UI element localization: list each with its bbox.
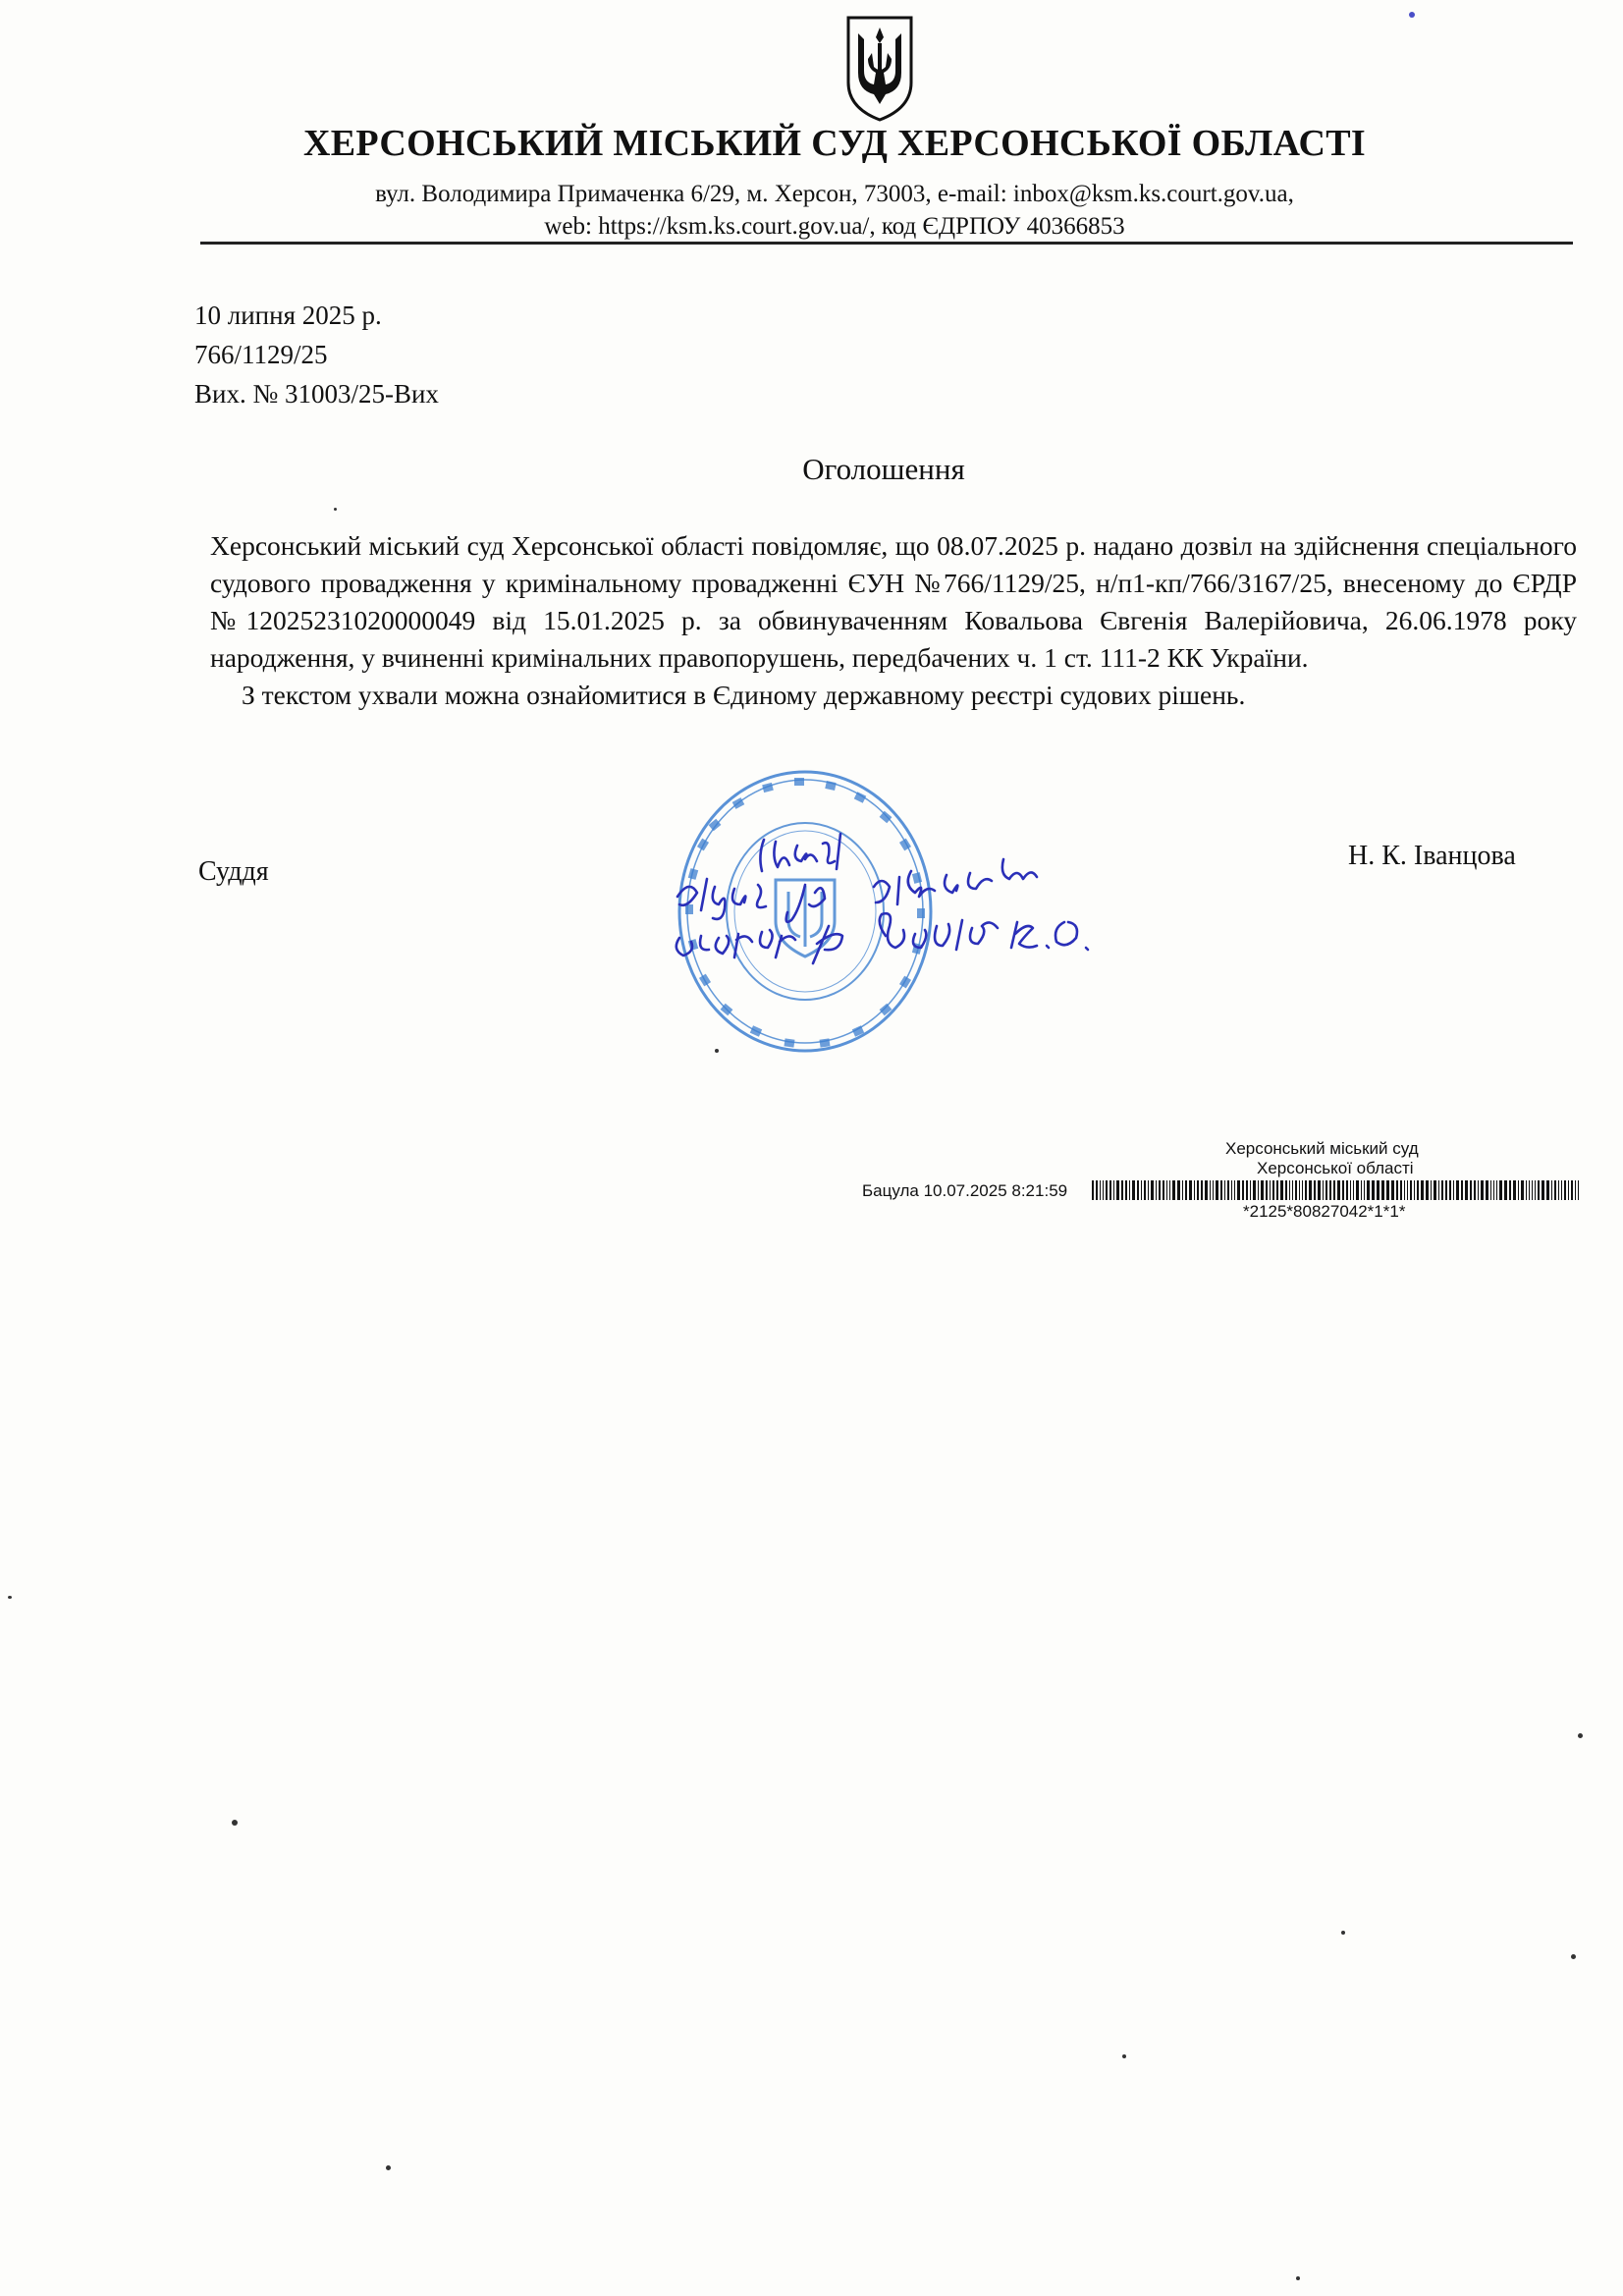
barcode-bar — [1481, 1180, 1484, 1200]
barcode-bar — [1227, 1180, 1229, 1200]
barcode-bar — [1096, 1180, 1098, 1200]
scan-speck — [334, 508, 337, 511]
barcode-bar — [1367, 1180, 1370, 1200]
barcode-bar — [1156, 1180, 1157, 1200]
barcode-bar — [1141, 1180, 1142, 1200]
court-address-line: вул. Володимира Примаченка 6/29, м. Херсон, 73003, e-mail: inbox@ksm.ks.court.gov.ua, — [375, 181, 1294, 207]
barcode-bar — [1261, 1180, 1264, 1200]
barcode-bar — [1400, 1180, 1402, 1200]
barcode-bar — [1490, 1180, 1491, 1200]
barcode-bar — [1417, 1180, 1419, 1200]
barcode-bar — [1453, 1180, 1454, 1200]
registration-code: *2125*80827042*1*1* — [1243, 1202, 1406, 1221]
barcode-bar — [1314, 1180, 1316, 1200]
barcode-bar — [1258, 1180, 1259, 1200]
barcode-bar — [1486, 1180, 1488, 1200]
barcode-bar — [1551, 1180, 1552, 1200]
handwritten-certification — [668, 820, 1149, 987]
barcode-bar — [1201, 1180, 1203, 1200]
barcode-bar — [1474, 1180, 1476, 1200]
barcode-bar — [1092, 1180, 1094, 1200]
barcode-bar — [1113, 1180, 1114, 1200]
barcode-bar — [1578, 1180, 1579, 1200]
barcode-bar — [1237, 1180, 1240, 1200]
barcode-bar — [1333, 1180, 1335, 1200]
barcode-bar — [1504, 1180, 1507, 1200]
barcode-bar — [1564, 1180, 1566, 1200]
barcode-bar — [1372, 1180, 1375, 1200]
barcode-bar — [1571, 1180, 1573, 1200]
barcode-bar — [1546, 1180, 1549, 1200]
barcode-bar — [1493, 1180, 1494, 1200]
barcode-bar — [1364, 1180, 1365, 1200]
barcode-bar — [1309, 1180, 1312, 1200]
barcode-bar — [1276, 1180, 1278, 1200]
barcode-bar — [1521, 1180, 1524, 1200]
barcode-bar — [1106, 1180, 1108, 1200]
barcode-bar — [1210, 1180, 1211, 1200]
barcode-bar — [1445, 1180, 1447, 1200]
barcode-bar — [1242, 1180, 1244, 1200]
barcode-bar — [1465, 1180, 1468, 1200]
barcode-bar — [1325, 1180, 1327, 1200]
barcode-bar — [1151, 1180, 1154, 1200]
barcode-bar — [1292, 1180, 1293, 1200]
scan-speck — [1341, 1931, 1345, 1935]
barcode-bar — [1346, 1180, 1348, 1200]
scan-speck — [1122, 2054, 1126, 2058]
barcode-bar — [1496, 1180, 1497, 1200]
barcode-bar — [1529, 1180, 1530, 1200]
barcode-bar — [1166, 1180, 1167, 1200]
scan-speck — [1571, 1954, 1576, 1959]
barcode-bar — [1558, 1180, 1559, 1200]
court-web-line: web: https://ksm.ks.court.gov.ua/, код ЄДРПОУ 40366853 — [544, 213, 1125, 240]
barcode-bar — [1234, 1180, 1235, 1200]
barcode-bar — [1377, 1180, 1380, 1200]
barcode-bar — [1270, 1180, 1271, 1200]
barcode-bar — [1169, 1180, 1170, 1200]
barcode-bar — [1449, 1180, 1451, 1200]
barcode-bar — [1426, 1180, 1429, 1200]
scan-speck — [386, 2165, 391, 2170]
barcode-bar — [1561, 1180, 1562, 1200]
scan-speck — [232, 1820, 238, 1826]
judge-name: Н. К. Іванцова — [1348, 841, 1516, 871]
barcode-bar — [1414, 1180, 1415, 1200]
barcode-bar — [1289, 1180, 1290, 1200]
barcode-bar — [1109, 1180, 1111, 1200]
barcode-bar — [1185, 1180, 1187, 1200]
barcode-bar — [1213, 1180, 1214, 1200]
barcode-bar — [1478, 1180, 1479, 1200]
barcode-bar — [1144, 1180, 1146, 1200]
barcode-bar — [1121, 1180, 1123, 1200]
scan-speck — [715, 1049, 719, 1053]
barcode-bar — [1250, 1180, 1251, 1200]
registration-barcode — [1092, 1180, 1583, 1200]
barcode-bar — [1172, 1180, 1175, 1200]
document-heading: Оголошення — [802, 452, 965, 486]
barcode-bar — [1159, 1180, 1161, 1200]
barcode-bar — [1356, 1180, 1359, 1200]
barcode-bar — [1407, 1180, 1408, 1200]
barcode-bar — [1129, 1180, 1130, 1200]
barcode-bar — [1329, 1180, 1331, 1200]
barcode-bar — [1323, 1180, 1324, 1200]
barcode-bar — [1568, 1180, 1569, 1200]
barcode-bar — [1342, 1180, 1344, 1200]
scan-speck — [1578, 1733, 1583, 1738]
barcode-bar — [1197, 1180, 1199, 1200]
barcode-bar — [1499, 1180, 1502, 1200]
barcode-bar — [1280, 1180, 1283, 1200]
barcode-bar — [1318, 1180, 1321, 1200]
document-date: 10 липня 2025 р. — [194, 301, 382, 330]
barcode-bar — [1116, 1180, 1119, 1200]
judge-label: Суддя — [198, 856, 269, 887]
barcode-bar — [1509, 1180, 1511, 1200]
case-number: 766/1129/25 — [194, 340, 328, 369]
barcode-bar — [1470, 1180, 1472, 1200]
barcode-bar — [1194, 1180, 1195, 1200]
barcode-bar — [1132, 1180, 1135, 1200]
barcode-bar — [1182, 1180, 1183, 1200]
barcode-bar — [1386, 1180, 1389, 1200]
barcode-bar — [1148, 1180, 1149, 1200]
barcode-bar — [1305, 1180, 1307, 1200]
barcode-bar — [1353, 1180, 1354, 1200]
trident-emblem-icon — [842, 14, 917, 124]
barcode-bar — [1575, 1180, 1576, 1200]
outgoing-number: Вих. № 31003/25-Вих — [194, 379, 439, 409]
barcode-bar — [1542, 1180, 1544, 1200]
announcement-body — [210, 527, 1577, 714]
barcode-bar — [1350, 1180, 1351, 1200]
registration-user-timestamp: Бацула 10.07.2025 8:21:59 — [862, 1181, 1068, 1200]
barcode-bar — [1532, 1180, 1533, 1200]
barcode-bar — [1396, 1180, 1398, 1200]
barcode-bar — [1421, 1180, 1424, 1200]
registration-court-line: Херсонський міський суд — [1225, 1139, 1419, 1158]
header-divider — [200, 242, 1573, 245]
barcode-bar — [1125, 1180, 1127, 1200]
barcode-bar — [1205, 1180, 1208, 1200]
barcode-bar — [1266, 1180, 1268, 1200]
registration-region-line: Херсонської області — [1257, 1159, 1414, 1177]
scan-speck — [8, 1596, 12, 1599]
barcode-bar — [1391, 1180, 1394, 1200]
barcode-bar — [1404, 1180, 1405, 1200]
barcode-bar — [1381, 1180, 1384, 1200]
announcement-note: З текстом ухвали можна ознайомитися в Єдиному державному реєстрі судових рішень. — [242, 680, 1246, 710]
barcode-bar — [1518, 1180, 1519, 1200]
barcode-bar — [1526, 1180, 1527, 1200]
barcode-bar — [1538, 1180, 1540, 1200]
court-title: ХЕРСОНСЬКИЙ МІСЬКИЙ СУД ХЕРСОНСЬКОЇ ОБЛАСТІ — [303, 123, 1366, 164]
barcode-bar — [1163, 1180, 1164, 1200]
barcode-bar — [1224, 1180, 1225, 1200]
barcode-bar — [1220, 1180, 1222, 1200]
barcode-bar — [1189, 1180, 1192, 1200]
barcode-bar — [1295, 1180, 1297, 1200]
barcode-bar — [1431, 1180, 1432, 1200]
barcode-bar — [1299, 1180, 1300, 1200]
barcode-bar — [1337, 1180, 1340, 1200]
barcode-bar — [1535, 1180, 1536, 1200]
barcode-bar — [1100, 1180, 1101, 1200]
scan-speck — [1409, 12, 1415, 18]
scan-speck — [1296, 2276, 1300, 2280]
barcode-bar — [1285, 1180, 1287, 1200]
barcode-bar — [1461, 1180, 1463, 1200]
barcode-bar — [1216, 1180, 1218, 1200]
barcode-bar — [1438, 1180, 1439, 1200]
barcode-bar — [1441, 1180, 1443, 1200]
barcode-bar — [1253, 1180, 1256, 1200]
barcode-bar — [1246, 1180, 1248, 1200]
barcode-bar — [1513, 1180, 1516, 1200]
barcode-bar — [1554, 1180, 1556, 1200]
barcode-bar — [1137, 1180, 1139, 1200]
barcode-bar — [1231, 1180, 1232, 1200]
barcode-bar — [1410, 1180, 1412, 1200]
barcode-bar — [1361, 1180, 1362, 1200]
barcode-bar — [1434, 1180, 1436, 1200]
barcode-bar — [1103, 1180, 1104, 1200]
barcode-bar — [1302, 1180, 1303, 1200]
barcode-bar — [1272, 1180, 1274, 1200]
barcode-bar — [1456, 1180, 1459, 1200]
barcode-bar — [1177, 1180, 1180, 1200]
announcement-paragraph: Херсонський міський суд Херсонської області повідомляє, що 08.07.2025 р. надано дозвіл на здійснення спеціального судового провадження у кримінальному провадженні ЄУН №766/1129/25, н/п1-кп/766/3167/25, внесеному до ЄРДР №12025231020000049 від 15.01.2025 р. за обвинуваченням Ковальова Євгенія Валерійовича, 26.06.1978 року народження, у вчиненні кримінальних правопорушень, передбачених ч. 1 ст. 111-2 КК України. — [210, 530, 1577, 673]
